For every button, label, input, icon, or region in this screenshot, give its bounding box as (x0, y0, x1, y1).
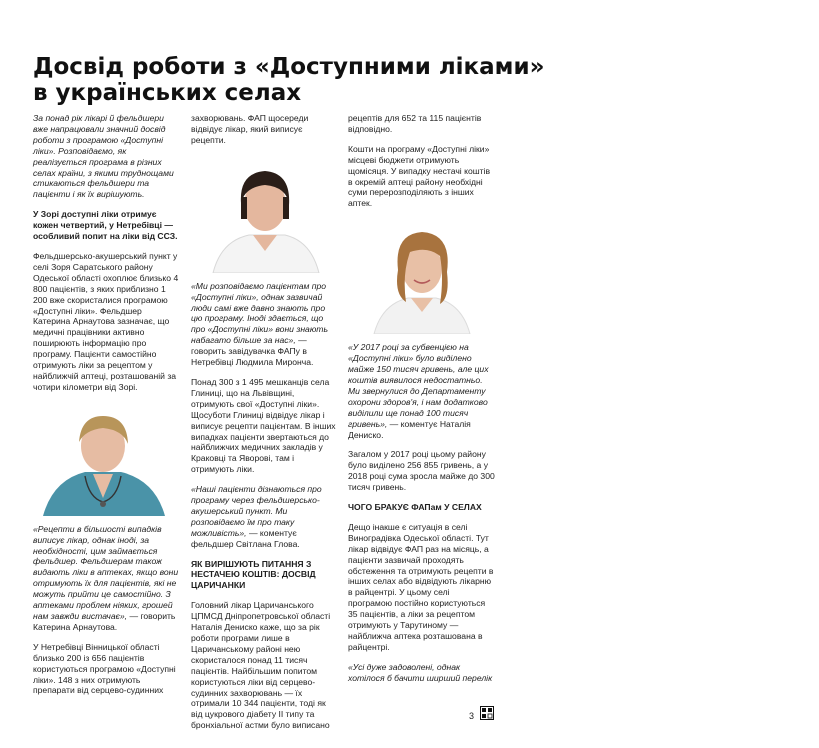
quote-myroncha-block (191, 281, 338, 368)
article-title (33, 54, 633, 106)
photo-liudmyla-myroncha (191, 155, 338, 273)
paragraph-vynohradivka: Дещо інакше є ситуація в селі Виноградівка Одеської області. Тут лікар відвідує ФАП раз на місяць, а пацієнти зазвичай проходять обстеження та отримують рецепти в інших селах або відвідують лікарню в райцентрі. У цьому селі програмою постійно користуються 35 пацієнтів, а ліки за рецептом отримують у Тарутиному — найближча аптека розташована в райцентрі. (348, 521, 494, 652)
intro-paragraph: За понад рік лікарі й фельдшери вже напрацювали значний досвід роботи з програмою «Доступні ліки». Розповідаємо, як реалізується програма в різних селах країни, з якими труднощами стикаються фельдшери та пацієнти і як їх вирішують. (33, 113, 174, 200)
quote-denysko-attribution: — коментує Наталія Дениско. (348, 418, 471, 440)
quote-arnautova-attribution: — говорить Катерина Арнаутова. (33, 611, 176, 632)
quote-myroncha: «Ми розповідаємо пацієнтам про «Доступні ліки», однак зазвичай люди самі вже давно знають про цю програму. Іноді здається, що про «Доступні ліки» вони знають набагато більше за нас», (191, 280, 328, 346)
paragraph-hlynytsi: Понад 300 з 1 495 мешканців села Глиниці, що на Львівщині, отримують свої «Доступні ліки». Щосуботи Глиниці відвідує лікар і виписує рецепти пацієнтам. В інших випадках пацієнти звертаються до найближчих медичних закладів у Краковці та Яворові, там і отримують ліки. (191, 376, 336, 475)
portrait-woman-image (191, 155, 338, 273)
quote-vynohradivka: «Усі дуже задоволені, однак хотілося б бачити ширший перелік (348, 661, 493, 683)
photo-nataliia-denysko (348, 218, 495, 334)
photo-kateryna-arnautova (33, 402, 180, 516)
paragraph-funding: Кошти на програму «Доступні ліки» місцеві бюджети отримують щомісяця. У випадку нестачі коштів в окремій аптеці району необхідні суми перерозподіляють з інших аптек. (348, 143, 491, 209)
heading-fap-shortages: ЧОГО БРАКУЄ ФАПам У СЕЛАХ (348, 502, 482, 513)
quote-hlova-block (191, 484, 338, 549)
quote-denysko: «У 2017 році за субвенцією на «Доступні ліки» було виділено майже 150 тисяч гривень, але цих коштів виявилося недостатньо. Ми звернулися до Департаменту охорони здоров'я, і нам додатково виділили ще понад 100 тисяч гривень», (348, 342, 489, 429)
portrait-nurse-image (33, 402, 173, 516)
column-2 (191, 113, 338, 740)
portrait-smiling-woman-image (348, 218, 495, 334)
publication-logo-icon (480, 706, 494, 720)
paragraph-budget-totals: Загалом у 2017 році цьому району було виділено 256 855 гривень, а у 2018 році сума зросла майже до 300 тисяч гривень. (348, 449, 495, 493)
column-3 (348, 113, 495, 693)
subheading-zorya: У Зорі доступні ліки отримує кожен четвертий, у Нетребівці — особливий попит на ліки від ССЗ. (33, 209, 178, 242)
quote-denysko-block (348, 342, 495, 440)
title-line-2: в українських селах (33, 80, 302, 106)
paragraph-tsarychanka: Головний лікар Царичанського ЦПМСД Дніпропетровської області Наталія Дениско каже, що за рік роботи програми лише в Царичанському районі нею скористалося понад 11 тисяч пацієнтів. Найбільшим попитом користуються ліки від серцево-судинних захворювань — їх отримали 10 344 пацієнти, тоді як від цукрового діабету ІІ типу та бронхіальної астми було виписано (191, 600, 331, 731)
paragraph-zorya: Фельдшерсько-акушерський пункт у селі Зоря Саратського району Одеської області охоплює близько 4 800 пацієнтів, з яких приблизно 1 200 вже скористалися програмою «Доступні ліки». Фельдшер Катерина Арнаутова зазначає, що медичні працівники активно поширюють інформацію про програму. Пацієнти самостійно отримують ліки за рецептом у найближчій аптеці, розташованій за чотири кілометри від Зорі. (33, 250, 179, 392)
quote-myroncha-attribution: — говорить завідувачка ФАПу в Нетребівці Людмила Миронча. (191, 335, 314, 368)
paragraph-netrebivka: У Нетребівці Вінницької області близько 200 із 656 пацієнтів користуються програмою «Доступні ліки». 148 з них отримують препарати від серцево-судинних (33, 641, 176, 696)
title-line-1: Досвід роботи з «Доступними ліками» (33, 54, 545, 80)
heading-tsarychanka: ЯК ВИРІШУЮТЬ ПИТАННЯ З НЕСТАЧЕЮ КОШТІВ: ДОСВІД ЦАРИЧАНКИ (191, 558, 316, 591)
quote-hlova: «Наші пацієнти дізнаються про програму через фельдшерсько-акушерський пункт. Ми розповідаємо їм про таку можливість», (191, 484, 322, 538)
page-number: 3 (469, 711, 475, 721)
column-1 (33, 113, 180, 705)
quote-hlova-attribution: — коментує фельдшер Світлана Глова. (191, 527, 300, 549)
quote-arnautova-block (33, 524, 180, 633)
quote-arnautova: «Рецепти в більшості випадків виписує лікар, однак іноді, за необхідності, цим займається фельдшер. Фельдшерам також видають ліки в аптеках, якщо вони отримують їх для пацієнтів, які не можуть прийти це самостійно. З аптеками проблем ніяких, грошей нам завжди вистачає», (33, 523, 179, 621)
paragraph-continuation-2: захворювань. ФАП щосереди відвідує лікар, який виписує рецепти. (191, 113, 309, 145)
paragraph-continuation-3: рецептів для 652 та 115 пацієнтів відповідно. (348, 113, 482, 134)
